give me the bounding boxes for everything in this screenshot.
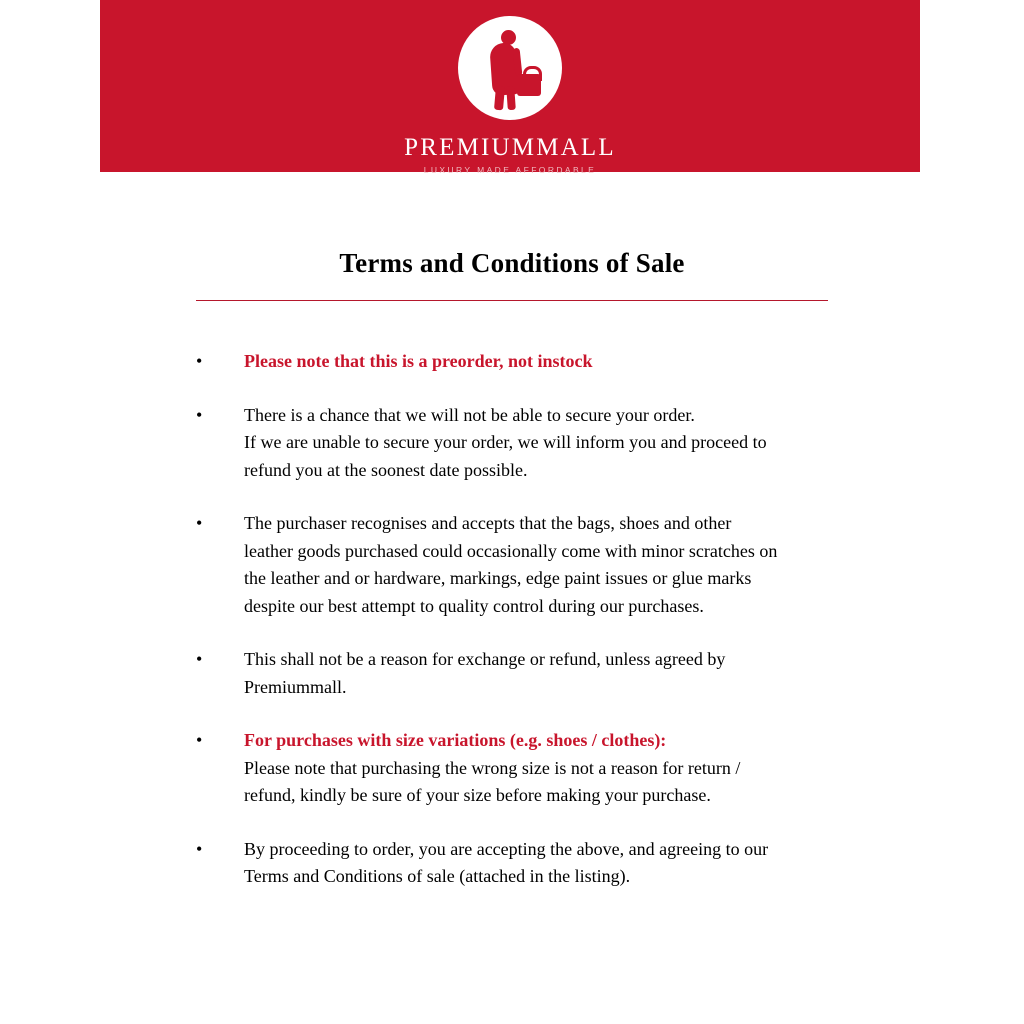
brand-banner (100, 0, 920, 175)
list-item-line: refund, kindly be sure of your size before making your purchase. (244, 785, 711, 805)
list-item-text (244, 402, 846, 485)
page-title: Terms and Conditions of Sale (339, 248, 685, 278)
list-item-line: refund you at the soonest date possible. (244, 459, 528, 480)
list-item-line: leather goods purchased could occasionally come with minor scratches on (244, 540, 778, 561)
list-item-text (244, 646, 846, 701)
title-divider (196, 300, 828, 301)
list-item-line: Please note that this is a preorder, not instock (244, 351, 593, 371)
lady-with-handbag-icon (458, 16, 562, 120)
list-item (196, 727, 846, 810)
bullet-marker: • (196, 838, 203, 859)
list-item-line: This shall not be a reason for exchange or refund, unless agreed by (244, 649, 726, 669)
list-item (196, 510, 846, 620)
list-item-line: the leather and or hardware, markings, edge paint issues or glue marks (244, 568, 752, 588)
list-item-line: despite our best attempt to quality control during our purchases. (244, 595, 704, 616)
list-item-line: By proceeding to order, you are accepting the above, and agreeing to our (244, 838, 769, 859)
brand-tagline: LUXURY MADE AFFORDABLE (423, 165, 597, 175)
list-item-text (244, 510, 846, 620)
bullet-marker: • (196, 730, 203, 750)
list-item-text (244, 836, 846, 891)
list-item-line: If we are unable to secure your order, we will inform you and proceed to (244, 432, 767, 452)
list-item-line: Please note that purchasing the wrong size is not a reason for return / (244, 757, 741, 778)
list-item-text (244, 727, 846, 810)
bullet-marker: • (196, 404, 203, 425)
list-item (196, 348, 846, 376)
logo-leg-shape-2 (506, 86, 516, 110)
logo-leg-shape (494, 86, 505, 111)
list-item-line: Premiummall. (244, 676, 347, 697)
bullet-marker: • (196, 351, 203, 371)
bullet-marker: • (196, 513, 203, 533)
list-item (196, 646, 846, 701)
list-item (196, 836, 846, 891)
brand-name: PREMIUMMALL (404, 134, 616, 161)
brand-logo (100, 16, 920, 175)
bullet-marker: • (196, 649, 203, 669)
list-item-line: There is a chance that we will not be able to secure your order. (244, 404, 695, 425)
list-item-line: The purchaser recognises and accepts that the bags, shoes and other (244, 513, 732, 533)
list-item-line: Terms and Conditions of sale (attached in the listing). (244, 866, 631, 886)
list-item-text (244, 348, 846, 376)
logo-bag-shape (517, 74, 541, 96)
list-item (196, 402, 846, 485)
list-item-heading: For purchases with size variations (e.g. shoes / clothes): (244, 730, 667, 750)
terms-list (196, 348, 846, 917)
